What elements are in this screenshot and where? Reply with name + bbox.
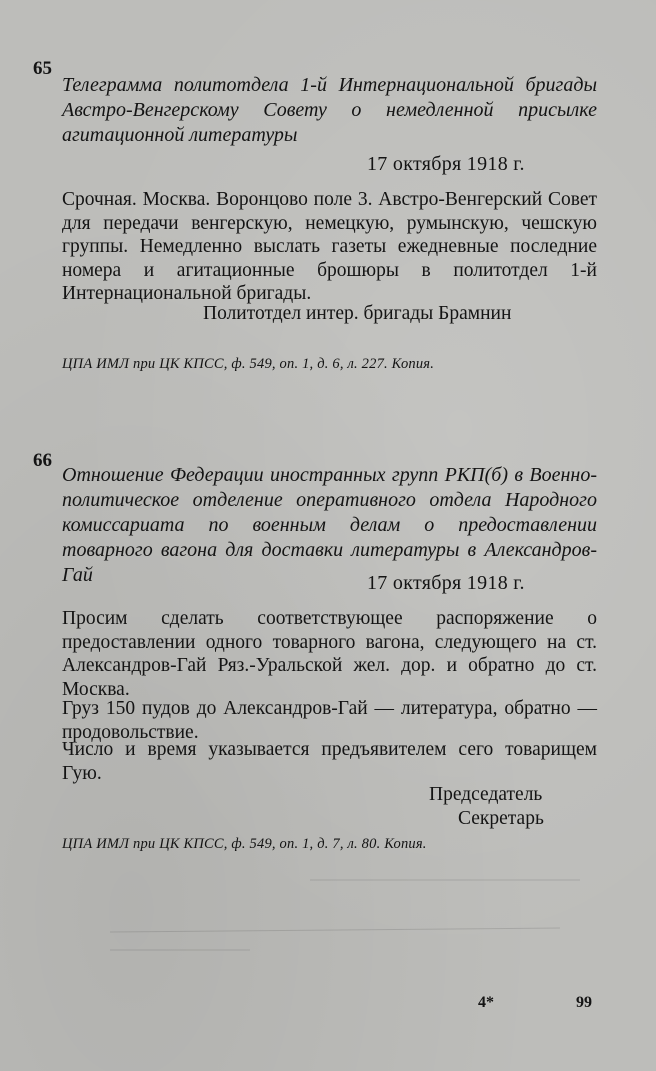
reverse-side-bleed-through (50, 870, 590, 970)
document-66-body-paragraph-1: Просим сделать соответствующее распоряжение о предоставлении одного товарного вагона, следующего на ст. Александров-Гай Ряз.-Уральской жел. дор. и обратно до ст. Москва. (62, 608, 597, 700)
document-66-date: 17 октября 1918 г. (367, 572, 525, 594)
document-65-archive-source: ЦПА ИМЛ при ЦК КПСС, ф. 549, оп. 1, д. 6, л. 227. Копия. (62, 356, 435, 372)
page-number: 99 (576, 994, 592, 1011)
document-66-body-paragraph-2: Груз 150 пудов до Александров-Гай — литература, обратно — продовольствие. (62, 698, 597, 743)
document-66-body-paragraph-3: Число и время указывается предъявителем сего товарищем Гую. (62, 739, 597, 784)
document-66-archive-source: ЦПА ИМЛ при ЦК КПСС, ф. 549, оп. 1, д. 7, л. 80. Копия. (62, 836, 427, 852)
document-66-signature-secretary: Секретарь (458, 808, 544, 829)
document-number-65: 65 (33, 58, 52, 79)
document-65-date: 17 октября 1918 г. (367, 153, 525, 175)
document-66-signature-chairman: Председатель (429, 784, 543, 805)
document-65-heading: Телеграмма политотдела 1-й Интернациональной бригады Австро-Венгерскому Совету о немедленной присылке агитационной литературы (62, 74, 597, 146)
document-65-signature: Политотдел интер. бригады Брамнин (203, 303, 512, 324)
signature-mark: 4* (478, 994, 494, 1011)
document-number-66: 66 (33, 450, 52, 471)
document-66-heading: Отношение Федерации иностранных групп РКП(б) в Военно-политическое отделение оперативного отдела Народного комиссариата по военным делам о предоставлении товарного вагона для доставки литературы в Александров-Гай (62, 464, 597, 586)
document-65-body: Срочная. Москва. Воронцово поле 3. Австро-Венгерский Совет для передачи венгерскую, немецкую, румынскую, чешскую группы. Немедленно выслать газеты ежедневные последние номера и агитационные брошюры в политотдел 1-й Интернациональной бригады. (62, 189, 597, 304)
